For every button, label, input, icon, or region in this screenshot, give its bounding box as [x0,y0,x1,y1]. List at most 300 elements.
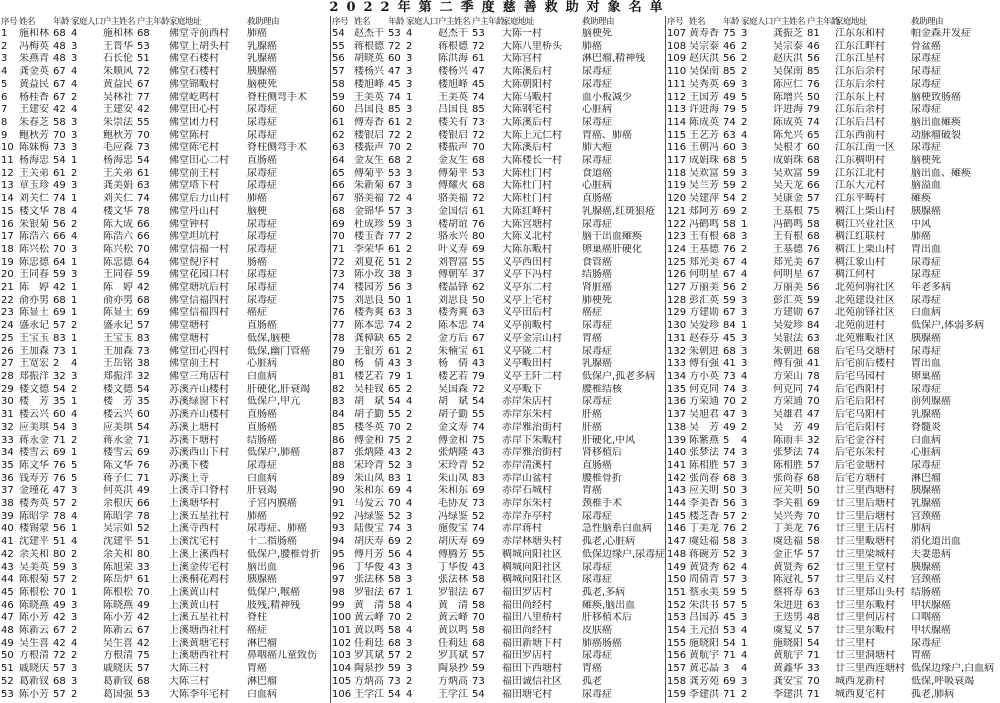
aid-reason-cell: 癌症 [247,307,267,319]
table-row [666,384,1000,397]
householder-age-cell: 55 [472,548,485,560]
name-cell: 杨桂香 [19,91,49,103]
household-size-cell: 3 [741,447,748,459]
household-size-cell: 3 [406,53,413,65]
household-size-cell: 1 [406,370,413,382]
aid-reason-cell: 心脏病 [911,447,941,459]
column-header: 家庭地址 [502,17,535,27]
aid-reason-cell: 尿毒症、肺癌 [247,523,307,535]
name-cell: 戚晓庆 [19,663,49,675]
household-size-cell: 2 [741,510,748,522]
age-cell: 61 [388,345,401,357]
age-cell: 70 [388,498,401,510]
householder-name-cell: 刘思良 [438,294,468,306]
name-cell: 楼秀英 [19,498,49,510]
name-cell: 吴 芳 [689,421,719,433]
household-size-cell: 2 [71,625,78,637]
householder-name-cell: 胡 斌 [438,396,468,408]
householder-name-cell: 虞廷福 [773,536,803,548]
household-size-cell: 4 [741,561,748,573]
table-row [331,422,665,435]
address-cell: 苏溪下楼 [169,459,209,471]
address-cell: 上溪黄山村 [169,586,219,598]
table-row [0,409,330,422]
table-row [0,257,330,270]
householder-age-cell: 43 [472,561,485,573]
householder-name-cell: 何明星 [773,269,803,281]
table-row [0,562,330,575]
household-size-cell: 3 [406,307,413,319]
age-cell: 45 [723,612,736,624]
aid-reason-cell: 食道癌 [582,167,612,179]
column-header: 姓名 [689,17,706,27]
aid-reason-cell: 尿毒症 [911,637,941,649]
householder-age-cell: 45 [472,78,485,90]
household-size-cell: 4 [406,396,413,408]
name-cell: 吕国苏 [689,612,719,624]
householder-age-cell: 57 [472,650,485,662]
householder-age-cell: 69 [137,447,150,459]
table-row [666,549,1000,562]
householder-name-cell: 楼银启 [438,129,468,141]
name-cell: 张尚春 [689,472,719,484]
table-row [0,41,330,54]
serial-number-cell: 113 [667,104,687,116]
address-cell: 廿三里后义村 [835,574,895,586]
household-size-cell: 1 [406,472,413,484]
householder-name-cell: 陈旭荣 [103,561,133,573]
table-row [0,66,330,79]
address-cell: 赤岸乔亭村 [502,510,552,522]
name-cell: 蔡永美 [689,586,719,598]
householder-name-cell: 施和林 [103,28,133,39]
serial-number-cell: 104 [332,663,352,675]
householder-name-cell: 罗银法 [438,586,468,598]
table-row [0,498,330,511]
name-cell: 王宝玉 [19,332,49,344]
aid-reason-cell: 胰腺癌 [911,485,941,497]
householder-name-cell: 吴康金 [773,193,803,205]
address-cell: 赤岸石城村 [502,485,552,497]
householder-age-cell: 81 [807,28,820,39]
aid-reason-cell: 肺癌 [582,40,602,52]
household-size-cell: 2 [741,205,748,217]
name-cell: 蒋永金 [19,434,49,446]
householder-name-cell: 傅金和 [438,434,468,446]
householder-age-cell: 43 [472,358,485,370]
aid-reason-cell: 肝癌 [582,421,602,433]
name-cell: 陈根菊 [19,574,49,586]
aid-reason-cell: 白血病 [247,688,277,700]
householder-name-cell: 金方后 [438,332,468,344]
name-cell: 朱燕青 [19,53,49,65]
householder-name-cell: 冯鹤鸣 [773,218,803,230]
householder-age-cell: 58 [472,599,485,611]
householder-name-cell: 方荣山 [773,370,803,382]
householder-name-cell: 葛新钗 [103,675,133,687]
address-cell: 苏溪西山下村 [169,447,229,459]
serial-number-cell: 155 [667,637,687,649]
table-row [331,638,665,651]
householder-age-cell: 37 [472,269,485,281]
table-row [666,295,1000,308]
age-cell: 54 [388,688,401,700]
serial-number-cell: 2 [1,40,8,52]
aid-reason-cell: 食管癌 [582,256,612,268]
householder-age-cell: 68 [807,472,820,484]
aid-reason-cell: 脑梗 [247,205,267,217]
serial-number-cell: 39 [1,510,14,522]
name-cell: 朱朝进 [689,345,719,357]
age-cell: 54 [723,637,736,649]
aid-reason-cell: 肝硬化,中风 [582,434,636,446]
householder-age-cell: 63 [807,599,820,611]
table-row [331,28,665,41]
name-cell: 王建安 [19,104,49,116]
name-cell: 黄航宇 [689,650,719,662]
serial-number-cell: 70 [332,231,345,243]
householder-age-cell: 62 [807,561,820,573]
aid-reason-cell: 直肠癌 [582,193,612,205]
age-cell: 67 [53,625,66,637]
table-row [331,447,665,460]
householder-name-cell: 蒋子仁 [103,472,133,484]
serial-number-cell: 114 [667,116,687,128]
household-size-cell: 2 [406,650,413,662]
serial-number-cell: 97 [332,574,345,586]
aid-reason-cell: 结肠癌 [911,586,941,598]
age-cell: 48 [53,40,66,52]
serial-number-cell: 50 [1,650,14,662]
address-cell: 江东平畴村 [835,193,885,205]
age-cell: 61 [53,167,66,179]
householder-age-cell: 61 [472,345,485,357]
address-cell: 江东后余村 [835,104,885,116]
serial-number-cell: 27 [1,358,14,370]
table-row [0,79,330,92]
name-cell: 赵春芬 [689,332,719,344]
serial-number-cell: 41 [1,536,14,548]
column-header: 姓名 [354,17,371,27]
age-cell: 72 [388,193,401,205]
serial-number-cell: 5 [1,78,8,90]
aid-reason-cell: 尿毒症 [247,294,277,306]
name-cell: 陈成英 [689,116,719,128]
household-size-cell: 3 [71,612,78,624]
householder-age-cell: 57 [807,548,820,560]
document-title: 2022年第二季度慈善救助对象名单 [329,0,671,15]
table-row [666,117,1000,130]
aid-reason-cell: 卵巢癌 [911,370,941,382]
serial-number-cell: 54 [332,28,345,39]
table-row [331,257,665,270]
aid-reason-cell: 尿毒症 [582,218,612,230]
household-size-cell: 2 [406,536,413,548]
householder-age-cell: 69 [472,243,485,255]
householder-name-cell: 李建洪 [773,688,803,700]
householder-name-cell: 龚安宝 [773,675,803,687]
serial-number-cell: 49 [1,637,14,649]
table-row [0,460,330,473]
address-cell: 苏溪下塘村 [169,434,219,446]
name-cell: 金瑾花 [19,485,49,497]
name-cell: 楼秀爽 [354,307,384,319]
address-cell: 佛堂石楼村 [169,66,219,78]
householder-name-cell: 陈根松 [103,586,133,598]
table-row [331,168,665,181]
table-row [0,600,330,613]
table-row [666,600,1000,613]
address-cell: 稠江上柴山村 [835,205,895,217]
table-row [666,650,1000,663]
aid-reason-cell: 脊柱侧弯手术 [247,142,307,154]
name-cell: 傅菊平 [354,167,384,179]
name-cell: 傅金和 [354,434,384,446]
householder-name-cell: 楼秀爽 [438,307,468,319]
address-cell: 大陈八里桥头 [502,40,562,52]
table-row [331,244,665,257]
address-cell: 大陈马畈村 [502,91,552,103]
name-cell: 宋玲青 [354,459,384,471]
household-size-cell: 2 [71,91,78,103]
household-size-cell: 1 [71,155,78,167]
name-cell: 楼艺若 [354,370,384,382]
householder-name-cell: 王加森 [103,345,133,357]
address-cell: 大陈宫村 [502,53,542,65]
serial-number-cell: 133 [667,358,687,370]
serial-number-cell: 16 [1,218,14,230]
householder-name-cell: 叶义寿 [438,243,468,255]
age-cell: 57 [53,574,66,586]
table-row [666,371,1000,384]
table-row [0,307,330,320]
householder-age-cell: 73 [472,498,485,510]
address-cell: 赤岸下朱畈村 [502,434,562,446]
name-cell: 周倩青 [689,574,719,586]
household-size-cell: 4 [406,193,413,205]
household-size-cell: 5 [71,472,78,484]
table-row [666,231,1000,244]
address-cell: 廿三里郑山头村 [835,586,905,598]
aid-reason-cell: 胃癌 [582,663,602,675]
household-size-cell: 3 [71,129,78,141]
roster-tables [0,16,1000,703]
column-header: 序号 [1,17,18,27]
householder-age-cell: 62 [472,282,485,294]
household-size-cell: 2 [406,142,413,154]
serial-number-cell: 73 [332,269,345,281]
age-cell: 73 [723,370,736,382]
householder-name-cell: 李关祖 [773,498,803,510]
aid-reason-cell: 肺癌 [247,193,267,205]
householder-age-cell: 70 [807,510,820,522]
householder-name-cell: 陈文华 [103,459,133,471]
table-row [666,587,1000,600]
householder-age-cell: 61 [137,167,150,179]
table-row [0,231,330,244]
serial-number-cell: 150 [667,574,687,586]
householder-name-cell: 赵庆洪 [773,53,803,65]
household-size-cell: 1 [71,307,78,319]
household-size-cell: 1 [741,637,748,649]
aid-reason-cell: 肾脏癌 [582,282,612,294]
householder-name-cell: 丁美龙 [773,523,803,535]
address-cell: 后宅西阳村 [835,383,885,395]
age-cell: 48 [53,53,66,65]
age-cell: 54 [53,421,66,433]
age-cell: 42 [53,104,66,116]
householder-age-cell: 67 [137,625,150,637]
householder-age-cell: 68 [807,345,820,357]
serial-number-cell: 139 [667,434,687,446]
address-cell: 江东江星村 [835,53,885,65]
address-cell: 大陈红峰村 [502,205,552,217]
age-cell: 5 [723,434,730,446]
household-size-cell: 3 [71,370,78,382]
householder-age-cell: 69 [807,498,820,510]
age-cell: 54 [723,193,736,205]
serial-number-cell: 78 [332,332,345,344]
householder-age-cell: 74 [137,193,150,205]
age-cell: 3 [723,663,730,675]
address-cell: 上溪桐花鸡村 [169,574,229,586]
householder-name-cell: 吴宗如 [103,523,133,535]
aid-reason-cell: 乳腺癌 [247,40,277,52]
household-size-cell: 3 [741,142,748,154]
address-cell: 佛堂陈宅村 [169,142,219,154]
name-cell: 吴旭君 [689,409,719,421]
address-cell: 赤岸林塘头村 [502,536,562,548]
householder-age-cell: 68 [807,231,820,243]
name-cell: 楼园芳 [354,282,384,294]
household-size-cell: 3 [741,332,748,344]
householder-name-cell: 毛应森 [103,142,133,154]
age-cell: 56 [723,498,736,510]
aid-reason-cell: 乳腺癌,红斑狼疮 [582,205,656,217]
name-cell: 余关和 [19,548,49,560]
name-cell: 黄芯晶 [689,663,719,675]
serial-number-cell: 93 [332,523,345,535]
age-cell: 64 [53,256,66,268]
age-cell: 56 [53,218,66,230]
householder-name-cell: 吴 芳 [773,421,803,433]
serial-number-cell: 128 [667,294,687,306]
aid-reason-cell: 白血病 [247,370,277,382]
householder-name-cell: 吴生喜 [103,637,133,649]
age-cell: 43 [388,561,401,573]
household-size-cell: 1 [71,345,78,357]
address-cell: 福田下西塘村 [502,663,562,675]
aid-reason-cell: 尿毒症 [582,345,612,357]
age-cell: 83 [53,332,66,344]
address-cell: 廿三里畈塘村 [835,536,895,548]
household-size-cell: 3 [406,637,413,649]
householder-name-cell: 陈显土 [103,307,133,319]
aid-reason-cell: 尿毒症 [911,345,941,357]
serial-number-cell: 117 [667,155,687,167]
age-cell: 57 [53,320,66,332]
name-cell: 胡庆寿 [354,536,384,548]
household-size-cell: 3 [741,548,748,560]
age-cell: 51 [388,256,401,268]
householder-age-cell: 66 [137,218,150,230]
age-cell: 56 [723,282,736,294]
householder-age-cell: 66 [137,231,150,243]
householder-name-cell: 蒋永金 [103,434,133,446]
serial-number-cell: 103 [332,650,352,662]
age-cell: 70 [53,586,66,598]
name-cell: 张法林 [354,574,384,586]
address-cell: 大陈溪后村 [502,142,552,154]
householder-name-cell: 傅菊平 [438,167,468,179]
age-cell: 67 [388,586,401,598]
householder-age-cell: 67 [807,307,820,319]
household-size-cell: 3 [406,269,413,281]
table-row [0,295,330,308]
aid-reason-cell: 肺癌 [247,510,267,522]
aid-reason-cell: 直肠癌 [582,459,612,471]
aid-reason-cell: 尿毒症 [247,116,277,128]
householder-name-cell: 赵杰干 [438,28,468,39]
serial-number-cell: 61 [332,116,345,128]
household-size-cell: 1 [406,294,413,306]
household-size-cell: 2 [406,155,413,167]
household-size-cell: 2 [71,498,78,510]
serial-number-cell: 67 [332,193,345,205]
household-size-cell: 3 [406,523,413,535]
age-cell: 83 [388,472,401,484]
serial-number-cell: 138 [667,421,687,433]
aid-reason-cell: 甲状腺癌 [911,599,951,611]
age-cell: 35 [53,396,66,408]
table-row [666,485,1000,498]
household-size-cell: 3 [741,485,748,497]
age-cell: 49 [723,421,736,433]
address-cell: 稠城向阳社区 [502,561,562,573]
address-cell: 后宅乌交塘村 [835,345,895,357]
aid-reason-cell: 尿毒症 [582,510,612,522]
householder-age-cell: 63 [807,332,820,344]
householder-age-cell: 32 [137,370,150,382]
householder-name-cell: 傅朝军 [438,269,468,281]
age-cell: 47 [723,409,736,421]
householder-name-cell: 毛协友 [438,498,468,510]
householder-name-cell: 俞亦男 [103,294,133,306]
name-cell: 李建洪 [689,688,719,700]
name-cell: 龚樟缺 [354,332,384,344]
serial-number-cell: 148 [667,548,687,560]
household-size-cell: 2 [406,383,413,395]
table-row [666,422,1000,435]
age-cell: 54 [53,383,66,395]
householder-name-cell: 刘关仁 [103,193,133,205]
serial-number-cell: 134 [667,370,687,382]
serial-number-cell: 142 [667,472,687,484]
serial-number-cell: 107 [667,28,687,39]
household-size-cell: 3 [71,269,78,281]
name-cell: 王银芳 [354,345,384,357]
aid-reason-cell: 尿毒症 [582,320,612,332]
aid-reason-cell: 肝衰竭 [247,485,277,497]
aid-reason-cell: 肠癌 [247,256,267,268]
household-size-cell: 4 [406,599,413,611]
aid-reason-cell: 低保户,腰椎骨折 [247,548,321,560]
table-row [0,92,330,105]
serial-number-cell: 88 [332,459,345,471]
name-cell: 楼雪云 [19,447,49,459]
age-cell: 85 [388,104,401,116]
table-row [331,117,665,130]
